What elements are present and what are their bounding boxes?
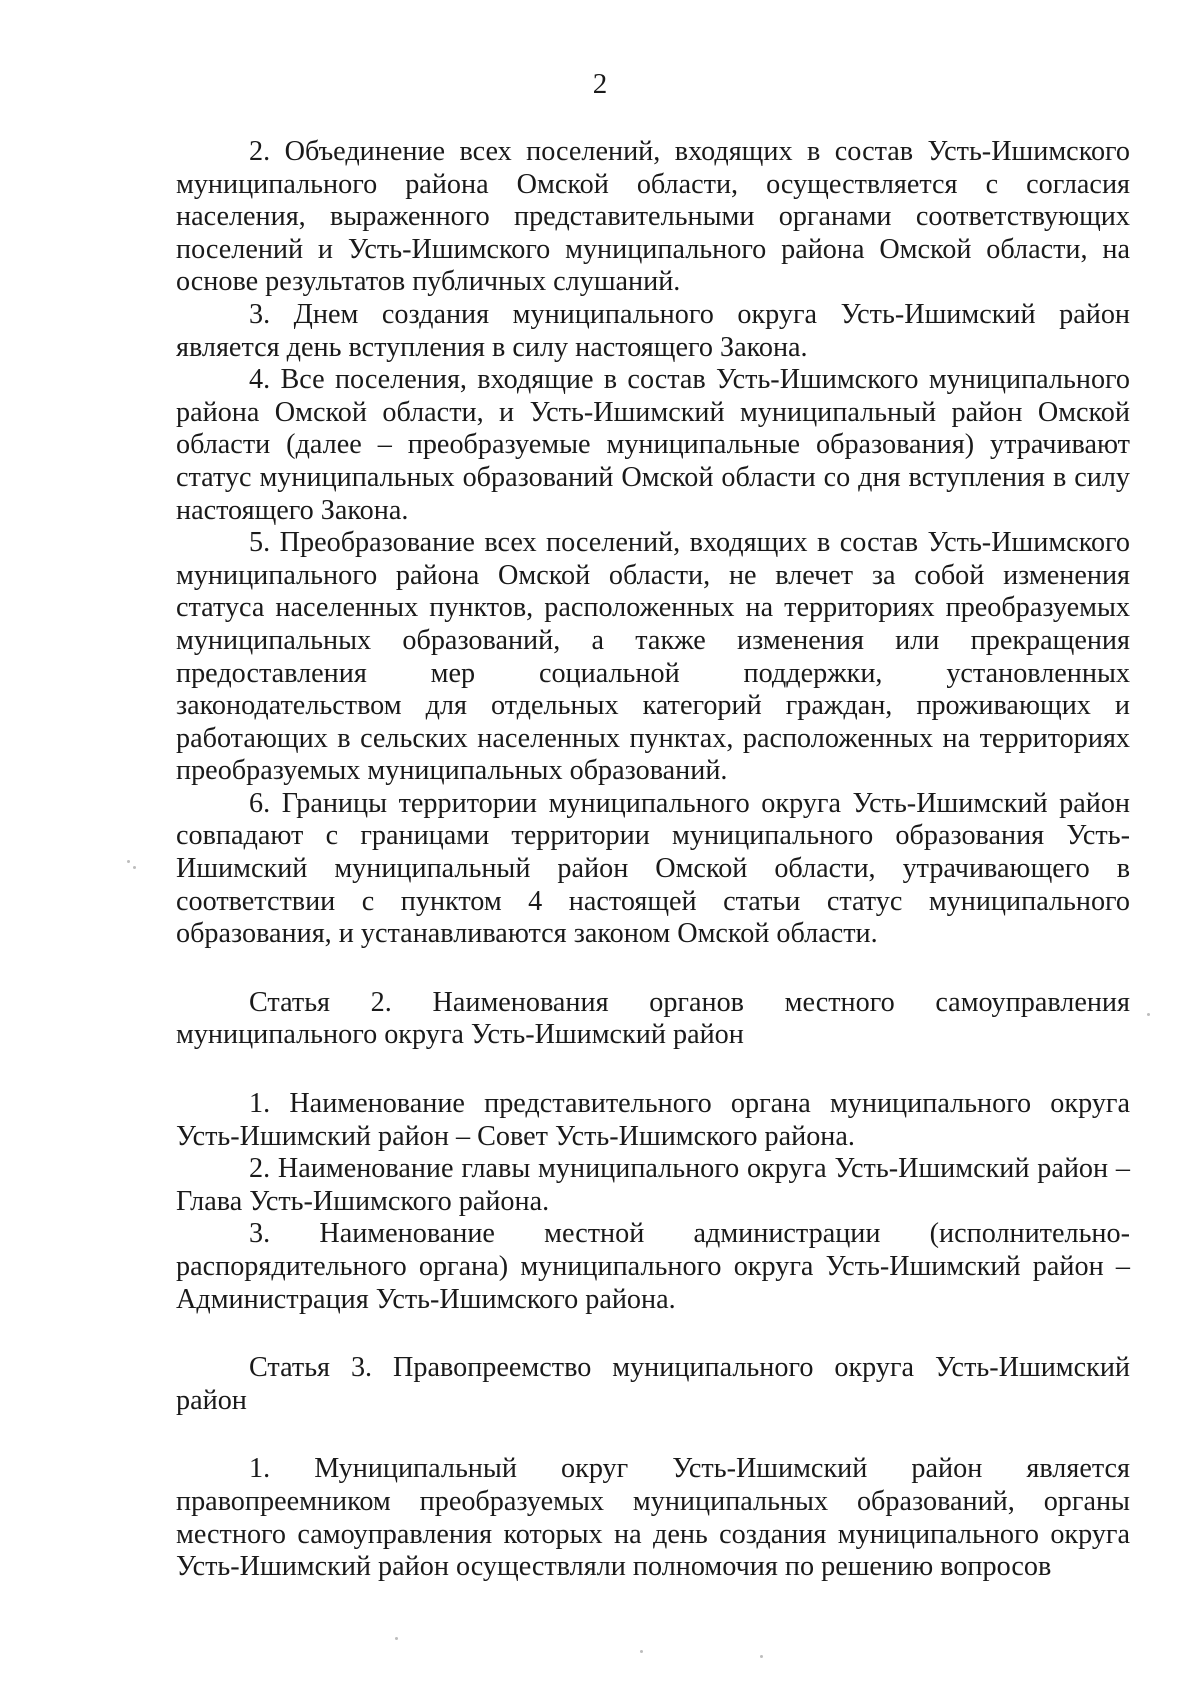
scan-speck (133, 866, 136, 869)
article1-item-5: 5. Преобразование всех поселений, входящих в состав Усть-Ишимского муниципального района Омской области, не влечет за собой изменения статуса населенных пунктов, расположенных на территориях преобразуемых муниципальных образований, а также изменения или прекращения предоставления мер социальной поддержки, установленных законодательством для отдельных категорий граждан, проживающих и работающих в сельских населенных пунктах, расположенных на территориях преобразуемых муниципальных образований. (176, 527, 1130, 787)
article1-item-3: 3. Днем создания муниципального округа Усть-Ишимский район является день вступления в силу настоящего Закона. (176, 298, 1130, 363)
article1-item-6: 6. Границы территории муниципального округа Усть-Ишимский район совпадают с границами территории муниципального образования Усть-Ишимский муниципальный район Омской области, утрачивающего в соответствии с пунктом 4 настоящей статьи статус муниципального образования, и устанавливаются законом Омской области. (176, 787, 1130, 950)
section-gap (176, 1417, 1130, 1453)
section-gap (176, 951, 1130, 987)
scan-speck (1147, 1013, 1150, 1016)
article2-heading: Статья 2. Наименования органов местного самоуправления муниципального округа Усть-Ишимский район (176, 986, 1130, 1051)
scan-speck (127, 860, 130, 863)
article3-heading: Статья 3. Правопреемство муниципального округа Усть-Ишимский район (176, 1352, 1130, 1416)
section-gap (176, 1316, 1130, 1352)
article2-item-2: 2. Наименование главы муниципального округа Усть-Ишимский район – Глава Усть-Ишимского района. (176, 1153, 1130, 1217)
article3-item-1: 1. Муниципальный округ Усть-Ишимский район является правопреемником преобразуемых муниципальных образований, органы местного самоуправления которых на день создания муниципального округа Усть-Ишимский район осуществляли полномочия по решению вопросов (176, 1453, 1130, 1583)
article1-item-2: 2. Объединение всех поселений, входящих в состав Усть-Ишимского муниципального района Омской области, осуществляется с согласия населения, выраженного представительными органами соответствующих поселений и Усть-Ишимского муниципального района Омской области, на основе результатов публичных слушаний. (176, 136, 1130, 298)
page-number: 2 (592, 68, 608, 100)
scan-speck (760, 1655, 763, 1658)
article2-item-3: 3. Наименование местной администрации (исполнительно-распорядительного органа) муниципального округа Усть-Ишимский район – Администрация Усть-Ишимского района. (176, 1218, 1130, 1315)
article2-item-1: 1. Наименование представительного органа муниципального округа Усть-Ишимский район – Совет Усть-Ишимского района. (176, 1088, 1130, 1152)
scan-speck (640, 1650, 643, 1653)
document-body (176, 136, 1130, 1584)
scan-speck (395, 1637, 398, 1640)
section-gap (176, 1052, 1130, 1088)
article1-item-4: 4. Все поселения, входящие в состав Усть-Ишимского муниципального района Омской области, и Усть-Ишимский муниципальный район Омской области (далее – преобразуемые муниципальные образования) утрачивают статус муниципальных образований Омской области со дня вступления в силу настоящего Закона. (176, 364, 1130, 526)
